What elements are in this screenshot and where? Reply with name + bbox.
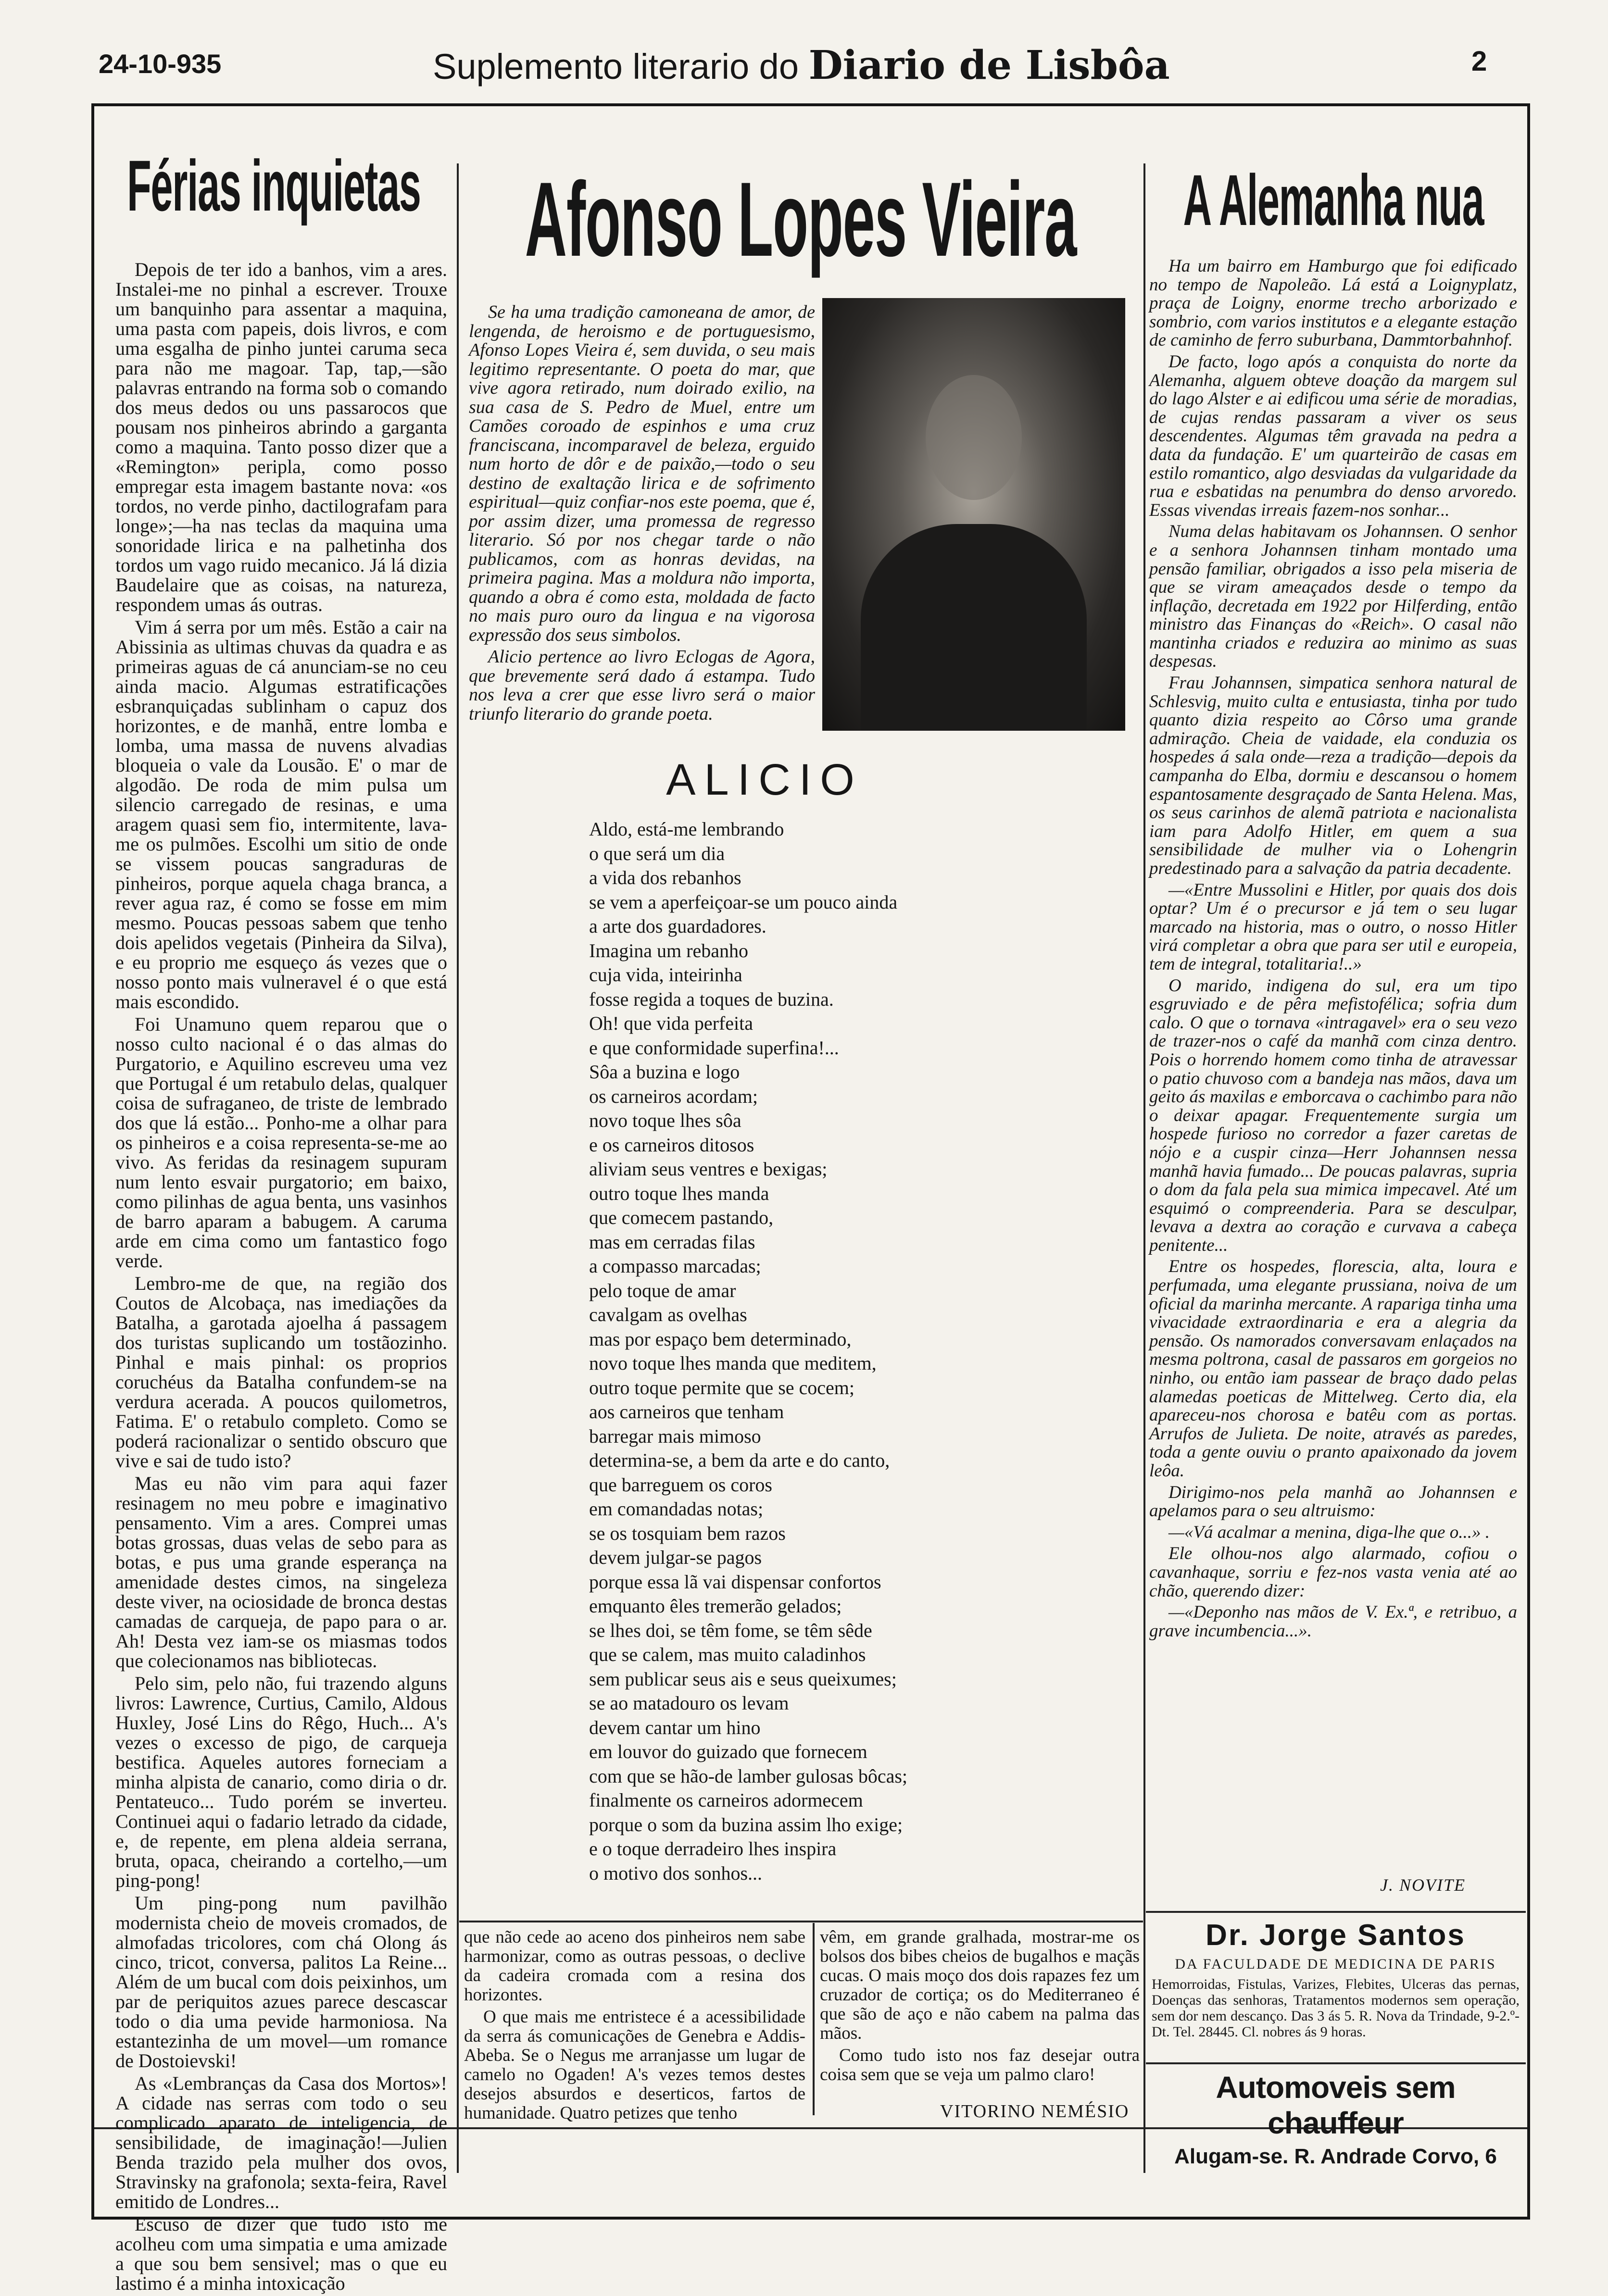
right-paragraph: Ha um bairro em Hamburgo que foi edificado no tempo de Napoleão. Lá está a Loignyplatz, praça de Loigny, enorme trecho arborizado e sombrio, com varios institutos e a elegante estação de caminho de ferro suburbana, Dammtorbahnhof. xyxy=(1149,256,1517,350)
left-paragraph: Depois de ter ido a banhos, vim a ares. Instalei-me no pinhal a escrever. Trouxe um banquinho para assentar a maquina, uma pasta com papeis, dois livros, e com uma esgalha de pinho juntei caruma seca para não me magoar. Tap, tap,—são palavras entrando na forma sob o comando dos meus dedos ou uns passarocos que pousam nos pinheiros abrindo a garganta como a maquina. Tanto posso dizer que a «Remington» peripla, como posso empregar esta imagem bastante nova: «os tordos, no verde pinho, dactilografam para longe»;—ha nas teclas da maquina uma sonoridade lirica e na palhetinha dos tordos um vago ruido mecanico. Já lá dizia Baudelaire que as coisas, na natureza, respondem umas ás outras. xyxy=(115,259,447,615)
poem-line: se vem a aperfeiçoar-se um pouco ainda xyxy=(589,891,898,913)
poem-line: novo toque lhes manda que meditem, xyxy=(589,1352,877,1374)
poem-line: determina-se, a bem da arte e do canto, xyxy=(589,1449,890,1471)
continuation-paragraph: vêm, em grande gralhada, mostrar-me os bolsos dos bibes cheios de bugalhos e maçãs cucas. O mais moço dos dois rapazes fez um cruzador de cortiça; os do Mediterraneo é que são de aço e não cabem na palma das mãos. xyxy=(820,1927,1140,2043)
center-bottom-rule xyxy=(459,1921,1143,1922)
poem-line: o que será um dia xyxy=(589,842,725,864)
continuation-col-1 xyxy=(464,1928,805,2126)
poem-body xyxy=(589,817,1137,1885)
novite-signature: J. NOVITE xyxy=(1380,1875,1466,1895)
poem-line: com que se hão-de lamber gulosas bôcas; xyxy=(589,1765,908,1787)
poem-line: pelo toque de amar xyxy=(589,1279,736,1301)
poem-line: em comandadas notas; xyxy=(589,1498,764,1520)
portrait-shoulders xyxy=(861,524,1087,731)
poem-line: porque o som da buzina assim lho exige; xyxy=(589,1813,903,1835)
poem-line: Aldo, está-me lembrando xyxy=(589,818,784,840)
right-ad-rule xyxy=(1146,1911,1526,1913)
poem-line: os carneiros acordam; xyxy=(589,1085,758,1107)
poem-line: e que conformidade superfina!... xyxy=(589,1036,839,1059)
left-paragraph: Vim á serra por um mês. Estão a cair na Abissinia as ultimas chuvas da quadra e as primeiras aguas de cá anunciam-se no ceu ainda macio. Algumas estratificações esbranquiçadas sublinham o capuz dos horizontes, e de manhã, entre lomba e lomba, uma massa de nuvens alvadias bloqueia o vale da Lousão. E' o mar de algodão. De roda de mim pulsa um silencio carregado de resinas, e uma aragem quasi sem fio, intermitente, lava-me os pulmões. Escolhi um sitio de onde se vissem poucas sangraduras de pinheiros, porque aquela chaga branca, a rever agua raz, é como se fosse em mim mesmo. Poucas pessoas sabem que tenho dois apelidos vegetais (Pinheira da Silva), e eu proprio me esqueço ás vezes que o nosso ponto mais vulneravel é o que está mais escondido. xyxy=(115,616,447,1012)
poem-line: se ao matadouro os levam xyxy=(589,1692,789,1714)
poem-line: a compasso marcadas; xyxy=(589,1255,761,1277)
poem-line: devem julgar-se pagos xyxy=(589,1547,762,1568)
poem-line: que se calem, mas muito caladinhos xyxy=(589,1644,866,1665)
continuation-paragraph: O que mais me entristece é a acessibilidade da serra ás comunicações de Genebra e Addis-Abeba. Se o Negus me arranjasse um lugar de camelo no Ogaden! A's vezes temos destes desejos absurdos e deserticos, fartos de humanidade. Quatro petizes que tenho xyxy=(464,2007,805,2123)
poem-line: mas por espaço bem determinado, xyxy=(589,1328,852,1350)
left-paragraph: Escuso de dizer que tudo isto me acolheu com uma simpatia e uma amizade a que sou bem sensivel; mas o que eu lastimo é a minha intoxicação xyxy=(115,2213,447,2294)
portrait-photo xyxy=(822,298,1125,731)
poem-line: que barreguem os coros xyxy=(589,1473,772,1496)
right-paragraph: Frau Johannsen, simpatica senhora natural de Schlesvig, muito culta e entusiasta, tinha por tudo quanto dizia respeito ao Côrso uma grande admiração. Cheia de vaidade, ela conduzia os hospedes á sala onde—reza a tradição—depois da campanha do Elba, dormiu e descansou o homem espantosamente desgraçado de Santa Helena. Mas, os seus carinhos de alemã patriota e nacionalista iam para Adolfo Hitler, em quem a sua sensibilidade de mulher via o Lohengrin predestinado para a salvação da patria decadente. xyxy=(1149,673,1517,878)
poem-line: finalmente os carneiros adormecem xyxy=(589,1789,863,1811)
left-paragraph: Pelo sim, pelo não, fui trazendo alguns livros: Lawrence, Curtius, Camilo, Aldous Huxley, José Lins do Rêgo, Huch... A's vezes o excesso de pigo, de carqueja bestifica. Aqueles autores forneciam a minha alpista de canario, como diria o dr. Pentateuco... Tudo porém se inverteu. Continuei aqui o fadario letrado da cidade, e, de repente, em plena aldeia serrana, bruta, opaca, cheirando a cortelho,—um ping-pong! xyxy=(115,1672,447,1891)
left-paragraph: Um ping-pong num pavilhão modernista cheio de moveis cromados, de almofadas tricolores, com chá Olong ás cinco, tricot, conversa, palitos La Reine... Além de um bucal com dois peixinhos, um par de periquitos azues parece descascar todo o dia uma pevide harmoniosa. Na estantezinha de um movel—um romance de Dostoievski! xyxy=(115,1892,447,2071)
column-rule-right xyxy=(1143,163,1145,2173)
nemesio-signature: VITORINO NEMÉSIO xyxy=(940,2101,1130,2121)
left-paragraph: Mas eu não vim para aqui fazer resinagem no meu pobre e imaginativo pensamento. Vim a ares. Comprei umas botas grossas, duas velas de sebo para as botas, e pus uma grande esperança na amenidade destes cimos, na singeleza deste viver, na ociosidade de bronca destas camadas de carqueja, de papo para o ar. Ah! Desta vez iam-se os miasmas todos que colecionamos nas bibliotecas. xyxy=(115,1472,447,1672)
poem-line: a vida dos rebanhos xyxy=(589,867,741,888)
right-article-body xyxy=(1149,257,1517,1643)
right-paragraph: Entre os hospedes, florescia, alta, loura e perfumada, uma elegante prussiana, noiva de um oficial da marinha mercante. A rapariga tinha uma vivacidade extraordinaria e era a alegria da pensão. Os namorados conversavam enlaçados na mesma poltrona, casal de passaros em gorgeios no ninho, ou então iam passear de braço dado pelas alamedas poeticas de Mittelweg. Certo dia, ela apareceu-nos chorosa e batêu com as portas. Arrufos de Julieta. De noite, através as paredes, toda a gente ouviu o pranto apaixonado da jovem leôa. xyxy=(1149,1257,1517,1481)
continuation-paragraph: que não cede ao aceno dos pinheiros nem sabe harmonizar, como as outras pessoas, o declive da cadeira cromada com a resina dos horizontes. xyxy=(464,1927,805,2005)
doctor-ad xyxy=(1152,1918,1520,2040)
masthead-title xyxy=(433,42,1170,88)
masthead-prefix: Suplemento literario do xyxy=(433,47,799,87)
right-ad-divider xyxy=(1146,2062,1526,2064)
poem-line: Imagina um rebanho xyxy=(589,939,748,961)
left-article-body xyxy=(115,260,447,2296)
column-rule-left xyxy=(457,163,459,2173)
poem-line: a arte dos guardadores. xyxy=(589,915,766,937)
right-paragraph: —«Vá acalmar a menina, diga-lhe que o...» . xyxy=(1168,1522,1490,1542)
continuation-col-2 xyxy=(820,1928,1140,2087)
continuation-paragraph: Como tudo isto nos faz desejar outra coisa sem que se veja um palmo claro! xyxy=(820,2046,1140,2084)
poem-line: outro toque permite que se cocem; xyxy=(589,1376,855,1398)
poem-line: aliviam seus ventres e bexigas; xyxy=(589,1158,828,1180)
poem-line: Sôa a buzina e logo xyxy=(589,1061,740,1083)
right-headline: A Alemanha nua xyxy=(1183,160,1484,240)
poem-line: se lhes doi, se têm fome, se têm sêde xyxy=(589,1619,872,1641)
poem-line: em louvor do guizado que fornecem xyxy=(589,1741,867,1762)
poem-line: novo toque lhes sôa xyxy=(589,1110,741,1131)
poem-line: aos carneiros que tenham xyxy=(589,1401,784,1423)
poem-line: devem cantar um hino xyxy=(589,1716,761,1738)
poem-line: sem publicar seus ais e seus queixumes; xyxy=(589,1668,897,1690)
center-intro xyxy=(469,303,815,726)
poem-title: ALICIO xyxy=(666,755,863,804)
portrait-face xyxy=(926,375,1022,500)
poem-line: e o toque derradeiro lhes inspira xyxy=(589,1838,837,1859)
doctor-faculty: DA FACULDADE DE MEDICINA DE PARIS xyxy=(1175,1956,1496,1972)
left-paragraph: Lembro-me de que, na região dos Coutos de Alcobaça, nas imediações da Batalha, a garotada ajoelha á passagem dos turistas suplicando um tostãozinho. Pinhal e mais pinhal: os proprios coruchéus da Batalha confundem-se na verdura acerada. A poucos quilometros, Fatima. E' o retabulo completo. Como se poderá racionalizar o sentido obscuro que vive e sai de tudo isto? xyxy=(115,1273,447,1472)
poem-line: mas em cerradas filas xyxy=(589,1231,755,1253)
poem-line: se os tosquiam bem razos xyxy=(589,1522,786,1544)
poem-line: e os carneiros ditosos xyxy=(589,1134,754,1156)
bottom-column-rule xyxy=(813,1923,815,2115)
right-paragraph: —«Deponho nas mãos de V. Ex.ª, e retribuo, a grave incumbencia...». xyxy=(1149,1602,1517,1641)
poem-line: barregar mais mimoso xyxy=(589,1425,761,1447)
poem-line: cuja vida, inteirinha xyxy=(589,964,742,986)
newspaper-name: Diario de Lisbôa xyxy=(808,42,1170,88)
poem-line: que comecem pastando, xyxy=(589,1207,774,1228)
poem-line: outro toque lhes manda xyxy=(589,1182,769,1204)
intro-paragraph: Se ha uma tradição camoneana de amor, de lengenda, de heroismo e de portuguesismo, Afonso Lopes Vieira é, sem duvida, o seu mais legitimo representante. O poeta do mar, que vive agora retirado, num doirado exilio, na sua casa de S. Pedro de Muel, entre um Camões coroado de espinhos e uma cruz franciscana, incomparavel de beleza, erguido num horto de dôr e de paixão,—todo o seu destino de exaltação lirica e de sofrimento espiritual—quiz confiar-nos este poema, que é, por assim dizer, uma promessa de regresso literario. Só por nos chegar tarde o não publicamos, com as honras devidas, na primeira pagina. Mas a moldura não importa, quando a obra é como esta, moldada de facto no mais puro ouro da lingua e na vigorosa expressão dos seus simbolos. xyxy=(469,302,815,645)
right-paragraph: —«Entre Mussolini e Hitler, por quais dos dois optar? Um é o precursor e já tem o seu lugar marcado na historia, mas o outro, o nosso Hitler virá completar a obra que para ser util e europeia, tem de integral, totalitaria!..» xyxy=(1149,880,1517,974)
right-paragraph: De facto, logo após a conquista do norte da Alemanha, alguem obteve doação da margem sul do lago Alster e ai edificou uma série de moradias, de cujas rendas passaram a viver os seus descendentes. Algumas têm gravada na pedra a data da fundação. E' um quarteirão de casas em estilo romantico, algo desviadas da vulgaridade da rua e esbatidas na penumbra do denso arvoredo. Essas vivendas irreais fazem-nos sonhar... xyxy=(1149,351,1517,520)
left-headline: Férias inquietas xyxy=(127,145,421,226)
poem-line: cavalgam as ovelhas xyxy=(589,1304,747,1325)
right-paragraph: Dirigimo-nos pela manhã ao Johannsen e apelamos para o seu altruismo: xyxy=(1149,1482,1517,1521)
page-number: 2 xyxy=(1471,46,1487,77)
right-paragraph: Ele olhou-nos algo alarmado, cofiou o cavanhaque, sorriu e fez-nos vasta venia até ao chão, querendo dizer: xyxy=(1149,1544,1517,1601)
intro-paragraph: Alicio pertence ao livro Eclogas de Agora, que brevemente será dado á estampa. Tudo nos leva a crer que esse livro será o maior triunfo literario do grande poeta. xyxy=(469,647,815,724)
left-paragraph: As «Lembranças da Casa dos Mortos»! A cidade nas serras com todo o seu complicado aparato de inteligencia, de sensibilidade, de imaginação!—Julien Benda trazido pela mulher dos ovos, Stravinsky na grafonola; sexta-feira, Ravel emitido de Londres... xyxy=(115,2072,447,2212)
poem-line: Oh! que vida perfeita xyxy=(589,1012,753,1034)
cars-ad xyxy=(1152,2070,1520,2169)
right-paragraph: Numa delas habitavam os Johannsen. O senhor e a senhora Johannsen tinham montado uma pensão familiar, obrigados a isso pela miseria de que se viram ameaçados desde o tempo da inflação, decretada em 1922 por Hilferding, então ministro das Finanças do «Reich». O casal não mantinha criados e reduzira ao minimo as suas despesas. xyxy=(1149,522,1517,672)
poem-line: emquanto êles tremerão gelados; xyxy=(589,1595,842,1617)
center-headline: Afonso Lopes Vieira xyxy=(525,160,1077,278)
left-paragraph: Foi Unamuno quem reparou que o nosso culto nacional é o das almas do Purgatorio, e Aquilino escreveu uma vez que Portugal é um retabulo delas, qualquer coisa de sufraganeo, de triste de lembrado dos que lá estão... Ponho-me a olhar para os pinheiros e a coisa representa-se-me ao vivo. As feridas da resinagem supuram num lento esvair purgatorio; em baixo, como pilinhas de agua benta, uns vasinhos de barro aparam a babugem. A caruma arde em cima como um fantastico fogo verde. xyxy=(115,1013,447,1272)
doctor-name: Dr. Jorge Santos xyxy=(1206,1919,1466,1952)
right-paragraph: O marido, indigena do sul, era um tipo esgruviado e de pêra mefistofélica; sofria dum calo. O que o tornava «intragavel» era o seu vezo de trazer-nos o café da manhã com cinza dentro. Pois o horrendo homem como tinha de atravessar o patio chuvoso com a bandeja nas mãos, dava um geito ás maxilas e emborcava o cachimbo para não o deixar apagar. Frequentemente surgia um hospede furioso no corredor a fazer caretas de nójo e a cuspir cinza—Herr Johannsen nessa manhã havia fumado... De poucas palavras, supria o dom da fala pela sua mimica impecavel. Até um esquimó o compreenderia. Para se desculpar, levava a dextra ao coração e curvava a cabeça penitente... xyxy=(1149,975,1517,1255)
poem-line: o motivo dos sonhos... xyxy=(589,1862,763,1884)
cars-title: Automoveis sem chauffeur xyxy=(1216,2070,1456,2140)
issue-date: 24-10-935 xyxy=(99,49,222,79)
cars-address: Alugam-se. R. Andrade Corvo, 6 xyxy=(1174,2145,1497,2168)
poem-line: fosse regida a toques de buzina. xyxy=(589,988,834,1010)
poem-line: porque essa lã vai dispensar confortos xyxy=(589,1571,881,1593)
doctor-services: Hemorroidas, Fistulas, Varizes, Flebites, Ulceras das pernas, Doenças das senhoras, Tratamentos modernos sem operação, sem dor nem descanço. Das 3 ás 5. R. Nova da Trindade, 9-2.º-Dt. Tel. 28445. Cl. nobres ás 9 horas. xyxy=(1152,1976,1520,2040)
